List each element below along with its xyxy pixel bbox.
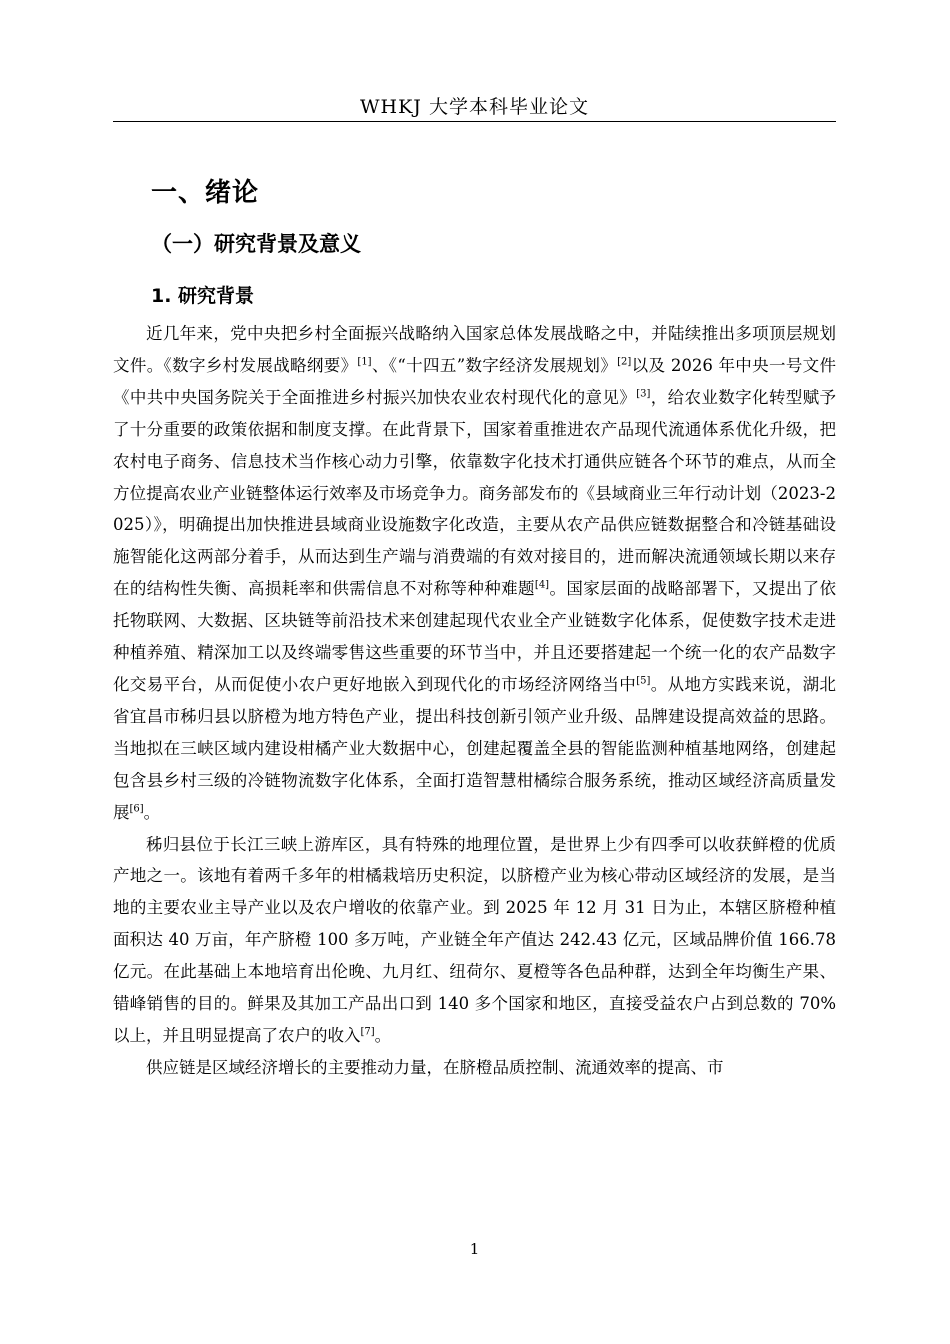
paragraph-text: 、《“十四五”数字经济发展规划》 [371, 355, 618, 375]
paragraph [113, 1052, 836, 1084]
subsection-heading: 1. 研究背景 [151, 285, 255, 307]
section-heading: （一）研究背景及意义 [151, 232, 361, 256]
paragraph-text: 近几年来，党中央把乡村全面振兴战略纳入国家总体发展战略之中，并陆续推出多项顶层规划文件。《数字乡村发展战略纲要》 [113, 324, 836, 375]
page-header: WHKJ 大学本科毕业论文 [360, 96, 589, 118]
paragraph-text: 。 [143, 802, 161, 822]
header-rule [113, 121, 836, 122]
paragraph-text: ，给农业数字化转型赋予了十分重要的政策依据和制度支撑。在此背景下，国家着重推进农产品现代流通体系优化升级，把农村电子商务、信息技术当作核心动力引擎，依靠数字化技术打通供应链各个环节的难点，从而全方位提高农业产业链整体运行效率及市场竞争力。商务部发布的《县域商业三年行动计划（2023-2025）》，明确提出加快推进县域商业设施数字化改造，主要从农产品供应链数据整合和冷链基础设施智能化这两部分着手，从而达到生产端与消费端的有效对接目的，进而解决流通领域长期以来存在的结构性失衡、高损耗率和供需信息不对称等种种难题 [113, 387, 837, 599]
paragraph-text: 。国家层面的战略部署下，又提出了依托物联网、大数据、区块链等前沿技术来创建起现代农业全产业链数字化体系，促使数字技术走进种植养殖、精深加工以及终端零售这些重要的环节当中，并且还要搭建起一个统一化的农产品数字化交易平台，从而促使小农户更好地嵌入到现代化的市场经济网络当中 [113, 579, 837, 694]
page-number: 1 [469, 1240, 480, 1258]
citation-ref: [1] [357, 356, 372, 368]
paragraph-text: 秭归县位于长江三峡上游库区，具有特殊的地理位置，是世界上少有四季可以收获鲜橙的优质产地之一。该地有着两千多年的柑橘栽培历史积淀，以脐橙产业为核心带动区域经济的发展，是当地的主要农业主导产业以及农户增收的依靠产业。到 2025 年 12 月 31 日为止，本辖区脐橙种植面积达 40 万亩，年产脐橙 100 多万吨，产业链全年产值达 242.43 亿元，区域品牌价值 166.78 亿元。在此基础上本地培育出伦晚、九月红、纽荷尔、夏橙等各色品种群，达到全年均衡生产果、错峰销售的目的。鲜果及其加工产品出口到 140 多个国家和地区，直接受益农户占到总数的 70%以上，并且明显提高了农户的收入 [113, 834, 836, 1045]
citation-ref: [5] [636, 675, 651, 687]
citation-ref: [3] [636, 388, 651, 400]
citation-ref: [2] [617, 356, 632, 368]
paragraph-text: 。从地方实践来说，湖北省宜昌市秭归县以脐橙为地方特色产业，提出科技创新引领产业升级、品牌建设提高效益的思路。当地拟在三峡区域内建设柑橘产业大数据中心，创建起覆盖全县的智能监测种植基地网络，创建起包含县乡村三级的冷链物流数字化体系，全面打造智慧柑橘综合服务系统，推动区域经济高质量发展 [113, 674, 837, 822]
citation-ref: [4] [534, 579, 550, 591]
citation-ref: [6] [129, 803, 144, 815]
paragraph [113, 318, 836, 829]
paragraph-text: 。 [374, 1025, 392, 1045]
paragraph-text: 以及 2026 年中央一号文件《中共中央国务院关于全面推进乡村振兴加快农业农村现代化的意见》 [113, 355, 837, 407]
paragraph [113, 829, 836, 1052]
chapter-heading: 一、绪论 [151, 178, 260, 208]
paragraph-text: 供应链是区域经济增长的主要推动力量，在脐橙品质控制、流通效率的提高、市 [146, 1057, 724, 1077]
citation-ref: [7] [360, 1026, 375, 1038]
document-body [113, 170, 836, 1084]
